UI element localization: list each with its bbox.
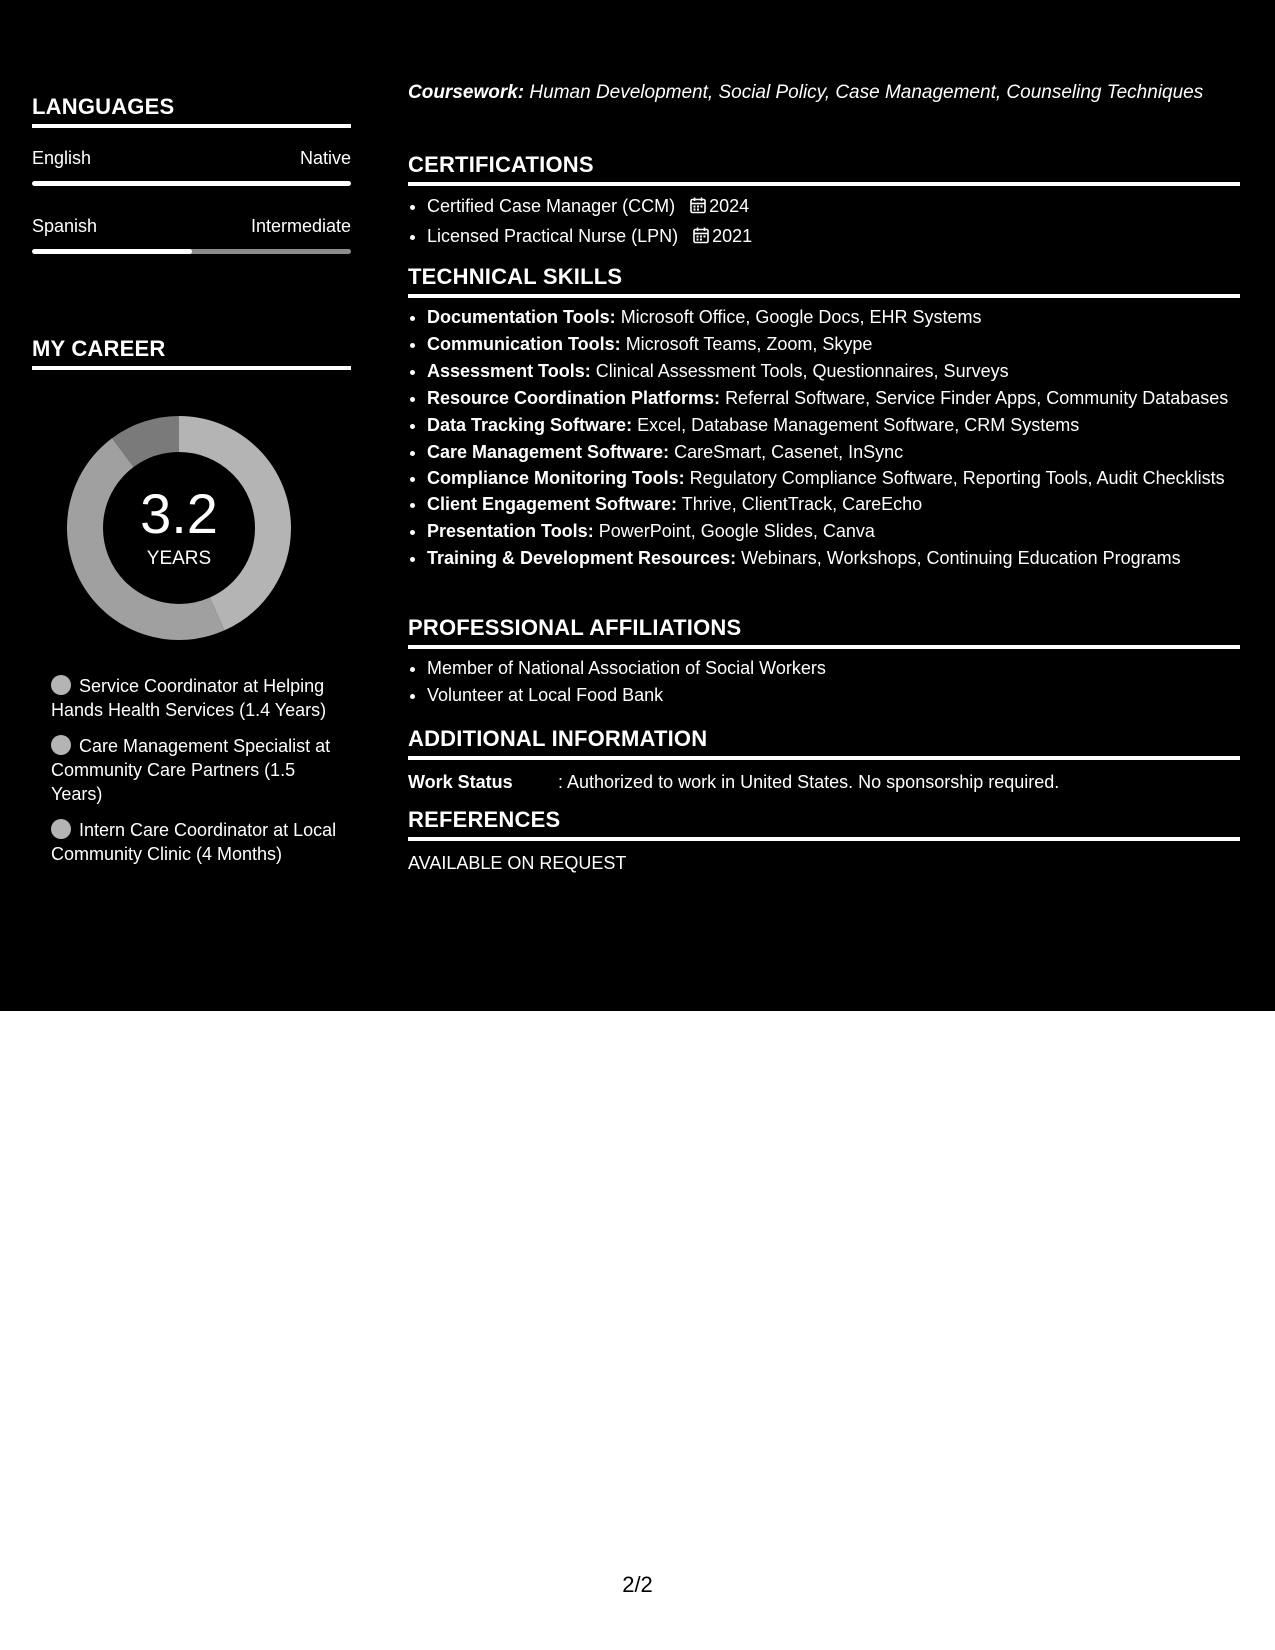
certification-item	[427, 192, 1240, 222]
skill-label: Presentation Tools:	[427, 521, 594, 541]
skill-value: Clinical Assessment Tools, Questionnaires, Surveys	[595, 361, 1009, 381]
skill-label: Care Management Software:	[427, 442, 670, 462]
language-proficiency-fill	[32, 249, 192, 254]
certifications-section	[408, 152, 1240, 252]
skill-label: Assessment Tools:	[427, 361, 591, 381]
skill-label: Documentation Tools:	[427, 307, 616, 327]
skill-value: Microsoft Teams, Zoom, Skype	[625, 334, 873, 354]
skill-label: Compliance Monitoring Tools:	[427, 468, 685, 488]
skill-value: Excel, Database Management Software, CRM Systems	[637, 415, 1080, 435]
language-name: English	[32, 148, 92, 168]
additional-info-section	[408, 726, 1240, 793]
skill-value: Referral Software, Service Finder Apps, Community Databases	[725, 388, 1229, 408]
additional-info-title: ADDITIONAL INFORMATION	[408, 726, 1240, 760]
skill-item	[427, 304, 1240, 331]
career-title: MY CAREER	[32, 336, 351, 370]
skill-label: Client Engagement Software:	[427, 494, 678, 514]
skill-value: Thrive, ClientTrack, CareEcho	[681, 494, 923, 514]
skill-item	[427, 331, 1240, 358]
skill-label: Training & Development Resources:	[427, 548, 737, 568]
skill-item	[427, 545, 1240, 572]
skill-value: Webinars, Workshops, Continuing Education Programs	[741, 548, 1181, 568]
career-item	[51, 734, 341, 806]
sidebar	[0, 0, 378, 1011]
career-item	[51, 674, 341, 722]
calendar-icon	[690, 194, 706, 222]
language-level: Native	[299, 148, 351, 168]
career-total-unit: YEARS	[146, 548, 212, 569]
language-proficiency-bar	[32, 181, 351, 186]
references-title: REFERENCES	[408, 807, 1240, 841]
language-proficiency-bar	[32, 249, 351, 254]
work-status-value: : Authorized to work in United States. No sponsorship required.	[558, 772, 1060, 792]
skill-label: Data Tracking Software:	[427, 415, 633, 435]
skill-item	[427, 518, 1240, 545]
career-dot-icon	[51, 735, 71, 755]
career-donut-chart	[66, 415, 292, 641]
skill-item	[427, 491, 1240, 518]
certification-item	[427, 222, 1240, 252]
affiliations-title: PROFESSIONAL AFFILIATIONS	[408, 615, 1240, 649]
language-item	[32, 148, 351, 186]
language-name: Spanish	[32, 216, 98, 236]
references-text: AVAILABLE ON REQUEST	[408, 853, 627, 873]
career-dot-icon	[51, 675, 71, 695]
career-item	[51, 818, 341, 866]
skill-item	[427, 412, 1240, 439]
technical-skills-title: TECHNICAL SKILLS	[408, 264, 1240, 298]
skill-item	[427, 466, 1240, 491]
career-total-value: 3.2	[140, 482, 218, 545]
skill-item	[427, 439, 1240, 466]
calendar-icon	[693, 224, 709, 252]
skill-label: Communication Tools:	[427, 334, 621, 354]
references-section	[408, 807, 1240, 874]
language-item	[32, 216, 351, 254]
coursework	[408, 80, 1240, 105]
affiliation-item: • Volunteer at Local Food Bank	[427, 682, 1240, 709]
affiliation-item: • Member of National Association of Social Workers	[427, 655, 1240, 682]
language-level: Intermediate	[250, 216, 351, 236]
page-number: 2/2	[622, 1572, 653, 1597]
technical-skills-section	[408, 264, 1240, 572]
certifications-title: CERTIFICATIONS	[408, 152, 1240, 186]
certification-year: 2024	[709, 196, 750, 216]
skill-value: PowerPoint, Google Slides, Canva	[598, 521, 875, 541]
skill-item	[427, 358, 1240, 385]
career-item-text: Care Management Specialist at Community Care Partners (1.5 Years)	[51, 736, 331, 804]
certification-name: Certified Case Manager (CCM)	[427, 196, 676, 216]
career-list	[51, 674, 341, 878]
language-proficiency-fill	[32, 181, 351, 186]
work-status-label: Work Status	[408, 772, 513, 792]
career-item-text: Intern Care Coordinator at Local Community Clinic (4 Months)	[51, 820, 337, 864]
coursework-label: Coursework:	[408, 82, 525, 103]
skill-item	[427, 385, 1240, 412]
certification-name: Licensed Practical Nurse (LPN)	[427, 226, 679, 246]
career-dot-icon	[51, 819, 71, 839]
certification-year: 2021	[712, 226, 753, 246]
languages-section	[32, 94, 351, 254]
career-item-text: Service Coordinator at Helping Hands Health Services (1.4 Years)	[51, 676, 327, 720]
languages-title: LANGUAGES	[32, 94, 351, 128]
career-section	[32, 336, 351, 370]
coursework-text: Human Development, Social Policy, Case Management, Counseling Techniques	[529, 82, 1204, 103]
affiliations-section	[408, 615, 1240, 709]
skill-value: CareSmart, Casenet, InSync	[674, 442, 904, 462]
skill-value: Regulatory Compliance Software, Reporting Tools, Audit Checklists	[689, 468, 1225, 488]
skill-value: Microsoft Office, Google Docs, EHR Systems	[620, 307, 982, 327]
skill-label: Resource Coordination Platforms:	[427, 388, 721, 408]
